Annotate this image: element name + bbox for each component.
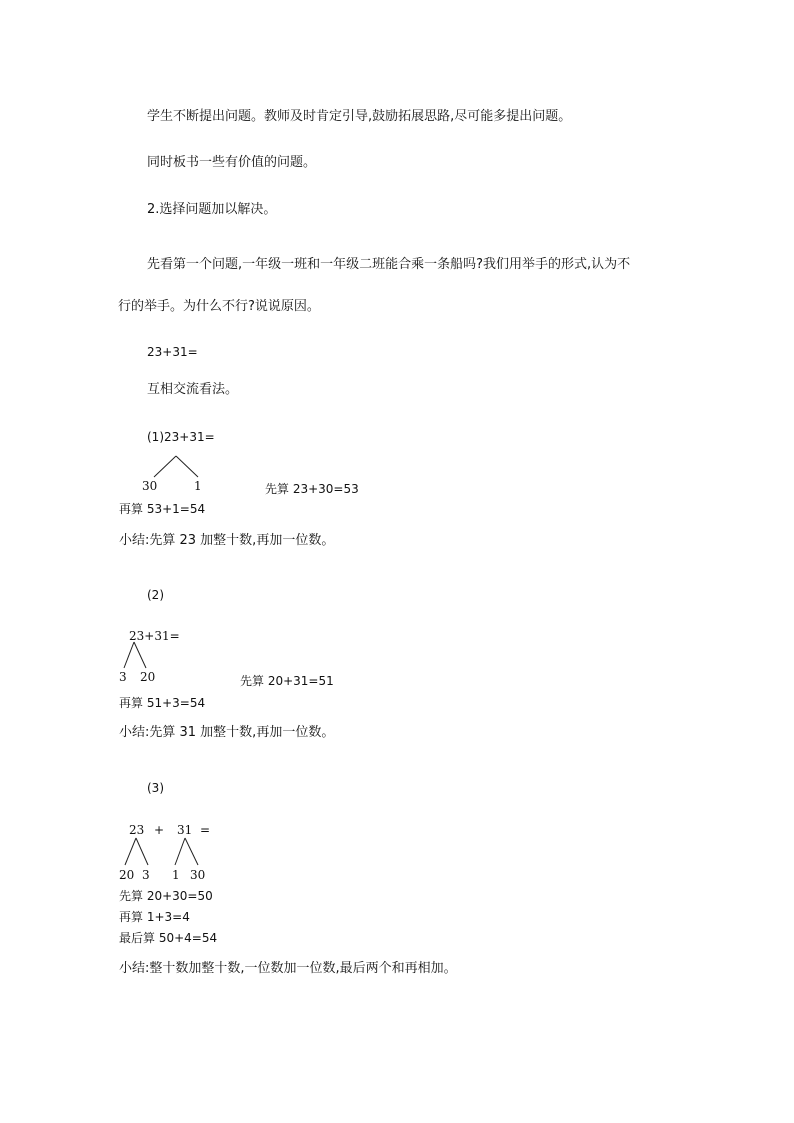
- equation: 23+31=: [147, 345, 198, 359]
- method-3-split-lines: [118, 836, 218, 868]
- method-2-split-lines: [118, 640, 158, 670]
- paragraph-students-ask: 学生不断提出问题。教师及时肯定引导,鼓励拓展思路,尽可能多提出问题。: [147, 109, 572, 124]
- paragraph-discuss: 互相交流看法。: [147, 382, 239, 397]
- split-line-1-right: [136, 838, 148, 865]
- method-3-step-3: 最后算 50+4=54: [119, 931, 218, 945]
- split-line-left: [154, 456, 176, 477]
- method-3-split-1-left: 20: [119, 868, 135, 882]
- method-1-step-2: 再算 53+1=54: [119, 502, 206, 516]
- method-2-step-2: 再算 51+3=54: [119, 696, 206, 710]
- method-3-split-2-right: 30: [190, 868, 206, 882]
- method-2-equation: 23+31=: [129, 629, 180, 643]
- method-3-split-1-right: 3: [142, 868, 150, 882]
- method-1-split-lines: [140, 450, 220, 480]
- paragraph-select-problem: 2.选择问题加以解决。: [147, 202, 277, 217]
- method-3-addend-1: 23: [129, 823, 145, 837]
- method-2-step-1: 先算 20+31=51: [240, 674, 334, 688]
- method-2-summary: 小结:先算 31 加整十数,再加一位数。: [119, 725, 335, 740]
- split-line-right: [176, 456, 198, 477]
- method-3-split-2-left: 1: [172, 868, 180, 882]
- method-1-label: (1)23+31=: [147, 430, 215, 444]
- split-line-1-left: [125, 838, 136, 865]
- method-1-summary: 小结:先算 23 加整十数,再加一位数。: [119, 533, 335, 548]
- method-3-summary: 小结:整十数加整十数,一位数加一位数,最后两个和再相加。: [119, 961, 457, 976]
- method-3-equals: =: [200, 823, 211, 837]
- split-line-2-left: [175, 838, 185, 865]
- method-3-step-1: 先算 20+30=50: [119, 889, 213, 903]
- method-2-label: (2): [147, 588, 164, 602]
- split-line-right: [134, 642, 146, 668]
- split-line-2-right: [185, 838, 198, 865]
- method-3-addend-2: 31: [177, 823, 193, 837]
- method-1-step-1: 先算 23+30=53: [265, 482, 359, 496]
- method-1-split-left: 30: [142, 479, 158, 493]
- method-3-label: (3): [147, 781, 164, 795]
- method-1-split-right: 1: [194, 479, 202, 493]
- paragraph-board-writing: 同时板书一些有价值的问题。: [147, 155, 317, 170]
- method-3-step-2: 再算 1+3=4: [119, 910, 190, 924]
- paragraph-first-question: 先看第一个问题,一年级一班和一年级二班能合乘一条船吗?我们用举手的形式,认为不: [147, 257, 631, 272]
- paragraph-first-question-cont: 行的举手。为什么不行?说说原因。: [118, 299, 320, 314]
- method-3-plus: +: [154, 823, 165, 837]
- method-2-split-right: 20: [140, 670, 156, 684]
- method-2-split-left: 3: [119, 670, 127, 684]
- split-line-left: [124, 642, 134, 668]
